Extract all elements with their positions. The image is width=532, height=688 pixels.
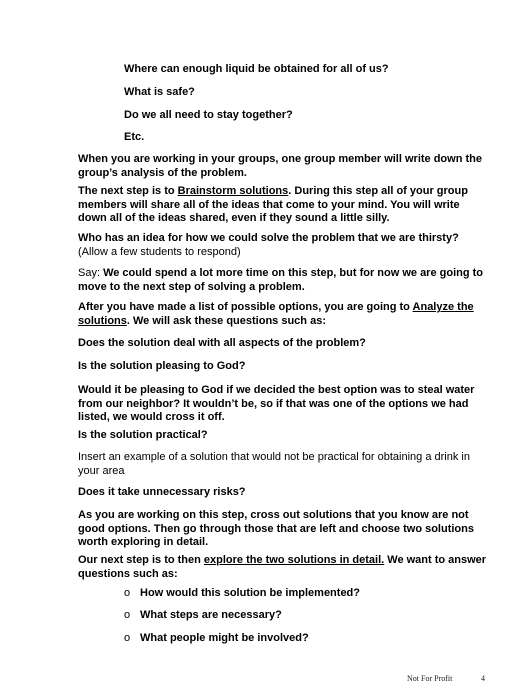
paragraph-explore	[78, 554, 488, 581]
who-idea-instruction: (Allow a few students to respond)	[78, 245, 241, 258]
bullet-text: How would this solution be implemented?	[140, 587, 360, 599]
paragraph-analyze	[78, 301, 488, 328]
paragraph-insert-example: Insert an example of a solution that would not be practical for obtaining a drink in your area	[78, 451, 470, 477]
say-label: Say:	[78, 267, 104, 279]
question-etc: Etc.	[124, 131, 145, 143]
brainstorm-pre: The next step is to	[78, 185, 178, 197]
bullet-marker: o	[124, 609, 131, 621]
explore-post: We want to answer questions such as:	[78, 554, 487, 580]
bullet-marker: o	[124, 587, 131, 599]
paragraph-say	[78, 267, 488, 294]
explore-link: explore the two solutions in detail.	[203, 554, 385, 566]
question-safe: What is safe?	[124, 86, 195, 98]
question-liquid: Where can enough liquid be obtained for all of us?	[124, 63, 389, 75]
question-practical: Is the solution practical?	[78, 429, 208, 441]
who-idea-question: Who has an idea for how we could solve the problem that we are thirsty?	[78, 232, 459, 244]
footer-note: Not For Profit	[407, 674, 453, 683]
question-risks: Does it take unnecessary risks?	[78, 486, 246, 498]
question-together: Do we all need to stay together?	[124, 109, 293, 121]
paragraph-who-idea	[78, 232, 488, 259]
brainstorm-post: . During this step all of your group members will share all of the ideas that come to your mind. You will write down all of the ideas shared, even if they sound a little silly.	[78, 185, 468, 224]
paragraph-cross-out: As you are working on this step, cross out solutions that you know are not good options. Then go through those that are left and choose two solutions worth exploring in detail.	[78, 509, 474, 548]
analyze-post: . We will ask these questions such as:	[126, 314, 326, 327]
page-number: 4	[481, 674, 485, 683]
analyze-pre: After you have made a list of possible options, you are going to	[78, 301, 413, 313]
paragraph-brainstorm	[78, 185, 488, 226]
brainstorm-link: Brainstorm solutions	[177, 185, 289, 197]
bullet-marker: o	[124, 632, 131, 644]
list-item	[124, 587, 360, 601]
question-deal: Does the solution deal with all aspects of the problem?	[78, 337, 366, 349]
bullet-text: What steps are necessary?	[140, 609, 282, 621]
explore-pre: Our next step is to then	[78, 554, 204, 566]
list-item	[124, 609, 282, 623]
say-text: We could spend a lot more time on this step, but for now we are going to move to the next step of solving a problem.	[78, 267, 484, 293]
question-pleasing: Is the solution pleasing to God?	[78, 360, 246, 372]
list-item	[124, 632, 309, 646]
bullet-text: What people might be involved?	[140, 632, 309, 644]
paragraph-steal: Would it be pleasing to God if we decided the best option was to steal water from our neighbor? It wouldn’t be, so if that was one of the options we had listed, we would cross it off.	[78, 384, 475, 423]
analyze-link: Analyze the solutions	[78, 301, 474, 327]
paragraph-groups: When you are working in your groups, one group member will write down the group’s analysis of the problem.	[78, 153, 482, 179]
